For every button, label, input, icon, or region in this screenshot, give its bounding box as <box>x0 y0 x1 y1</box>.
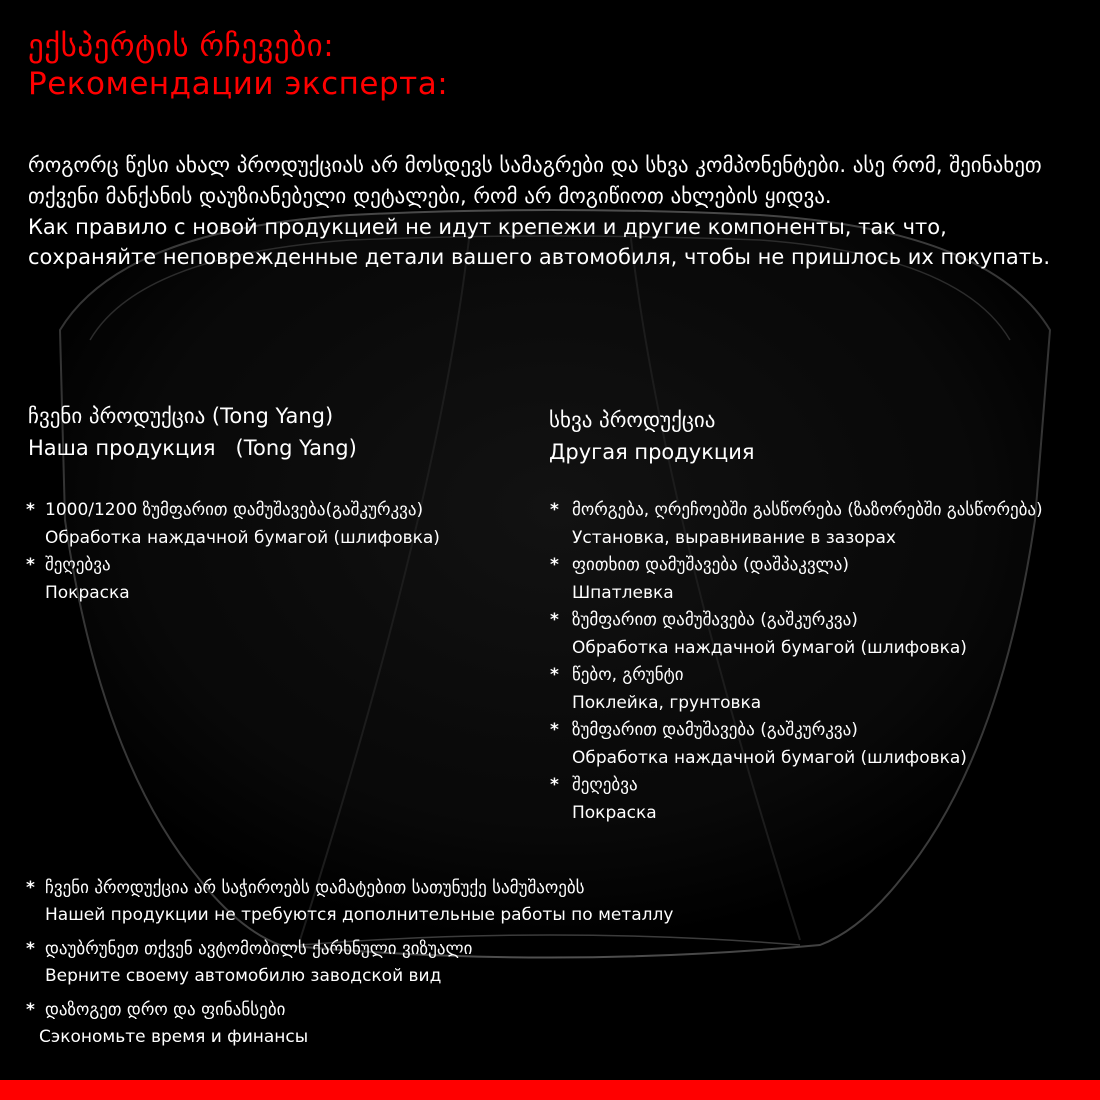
list-item <box>550 662 1043 717</box>
item-ka: მორგება, ღრეჩოებში გასწორება (ზაზორებში გასწორება) <box>572 500 1043 520</box>
intro-russian: Как правило с новой продукцией не идут крепежи и другие компоненты, так что, сохраняйте неповрежденные детали вашего автомобиля, чтобы не пришлось их покупать. <box>28 215 1051 269</box>
list-item <box>550 497 1043 552</box>
benefit-ka: დაუბრუნეთ თქვენ ავტომობილს ქარხნული ვიზუალი <box>45 939 473 959</box>
item-ru: Шпатлевка <box>572 582 674 603</box>
item-ru: Обработка наждачной бумагой (шлифовка) <box>572 637 967 658</box>
other-products-list <box>550 497 1043 827</box>
list-item <box>550 717 1043 772</box>
bullet-star: * <box>26 1000 35 1020</box>
bullet-star: * <box>26 878 35 898</box>
item-ka: შეღებვა <box>572 775 638 795</box>
title-georgian: ექსპერტის რჩევები: <box>28 28 335 64</box>
item-ru: Обработка наждачной бумагой (шлифовка) <box>45 527 440 548</box>
intro-text <box>28 150 1068 272</box>
list-item <box>550 772 1043 827</box>
bullet-star: * <box>26 939 35 959</box>
bullet-star: * <box>550 610 559 630</box>
benefit-ru: Верните своему автомобилю заводской вид <box>45 966 442 986</box>
item-ru: Обработка наждачной бумагой (шлифовка) <box>572 747 967 768</box>
item-ru: Покраска <box>45 582 130 603</box>
other-products-heading-ru: Другая продукция <box>549 440 755 464</box>
item-ka: ზუმფარით დამუშავება (გაშკურკვა) <box>572 610 858 630</box>
benefit-item <box>26 997 673 1051</box>
bullet-star: * <box>26 555 35 575</box>
item-ka: შეღებვა <box>45 555 111 575</box>
item-ka: ზუმფარით დამუშავება (გაშკურკვა) <box>572 720 858 740</box>
bullet-star: * <box>550 665 559 685</box>
intro-georgian: როგორც წესი ახალ პროდუქციას არ მოსდევს სამაგრები და სხვა კომპონენტები. ასე რომ, შეინახეთ თქვენი მანქანის დაუზიანებელი დეტალები, რომ არ მოგიწიოთ ახლების ყიდვა. <box>28 153 1042 208</box>
our-products-heading <box>28 400 357 464</box>
bullet-star: * <box>550 500 559 520</box>
bullet-star: * <box>550 775 559 795</box>
item-ka: 1000/1200 ზუმფარით დამუშავება(გაშკურკვა) <box>45 500 424 520</box>
other-products-heading-ka: სხვა პროდუქცია <box>549 408 716 432</box>
red-accent-bar <box>0 1080 1100 1100</box>
benefit-ka: ჩვენი პროდუქცია არ საჭიროებს დამატებით სათუნუქე სამუშაოებს <box>45 878 585 898</box>
item-ru: Покраска <box>572 802 657 823</box>
title-russian: Рекомендации эксперта: <box>28 66 449 102</box>
bullet-star: * <box>550 555 559 575</box>
bullet-star: * <box>550 720 559 740</box>
item-ru: Установка, выравнивание в зазорах <box>572 527 896 548</box>
list-item <box>26 552 440 607</box>
list-item <box>550 607 1043 662</box>
our-products-heading-ru: Наша продукция (Tong Yang) <box>28 436 357 460</box>
our-products-list <box>26 497 440 607</box>
benefit-ru: Нашей продукции не требуются дополнительные работы по металлу <box>45 905 674 925</box>
benefit-item <box>26 936 673 990</box>
item-ka: ფითხით დამუშავება (დაშპაკვლა) <box>572 555 850 575</box>
list-item <box>26 497 440 552</box>
our-products-heading-ka: ჩვენი პროდუქცია (Tong Yang) <box>28 404 334 428</box>
benefits-list <box>26 875 673 1058</box>
item-ka: წებო, გრუნტი <box>572 665 684 685</box>
bullet-star: * <box>26 500 35 520</box>
benefit-ru: Сэкономьте время и финансы <box>39 1027 309 1047</box>
item-ru: Поклейка, грунтовка <box>572 692 762 713</box>
benefit-ka: დაზოგეთ დრო და ფინანსები <box>45 1000 286 1020</box>
list-item <box>550 552 1043 607</box>
benefit-item <box>26 875 673 929</box>
other-products-heading <box>549 404 755 468</box>
